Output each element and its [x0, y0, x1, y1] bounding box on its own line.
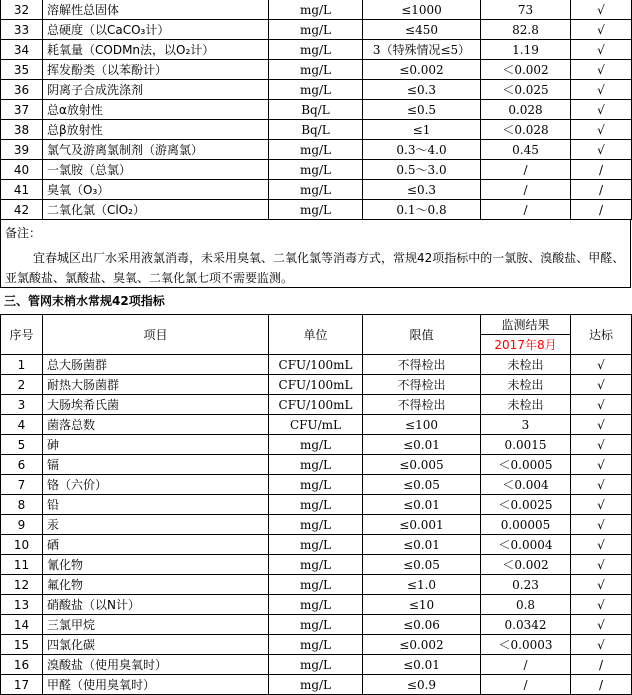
- cell-no: 39: [1, 140, 43, 160]
- cell-result: 82.8: [481, 20, 571, 40]
- table-row: [1, 160, 632, 180]
- header-result: 监测结果: [481, 315, 571, 335]
- cell-limit: ≤0.01: [363, 495, 481, 515]
- cell-no: 3: [1, 395, 43, 415]
- table-row: [1, 395, 632, 415]
- cell-item: 溶解性总固体: [43, 0, 269, 20]
- cell-ok: √: [571, 375, 632, 395]
- table-row: [1, 535, 632, 555]
- cell-result: 未检出: [481, 395, 571, 415]
- cell-no: 12: [1, 575, 43, 595]
- cell-item: 大肠埃希氏菌: [43, 395, 269, 415]
- cell-result: 3: [481, 415, 571, 435]
- cell-result: 未检出: [481, 355, 571, 375]
- table-row: [1, 60, 632, 80]
- cell-unit: CFU/100mL: [269, 395, 363, 415]
- cell-item: 耗氧量（CODMn法，以O₂计）: [43, 40, 269, 60]
- cell-result: ＜0.002: [481, 555, 571, 575]
- cell-limit: ≤0.9: [363, 675, 481, 695]
- cell-item: 二氧化氯（ClO₂）: [43, 200, 269, 220]
- cell-limit: 不得检出: [363, 375, 481, 395]
- cell-item: 总α放射性: [43, 100, 269, 120]
- cell-result: /: [481, 180, 571, 200]
- cell-item: 耐热大肠菌群: [43, 375, 269, 395]
- cell-result: 0.0015: [481, 435, 571, 455]
- cell-no: 41: [1, 180, 43, 200]
- notes-box: [0, 220, 631, 288]
- table-row: [1, 495, 632, 515]
- cell-limit: ≤1000: [363, 0, 481, 20]
- table-row: [1, 655, 632, 675]
- cell-ok: √: [571, 0, 632, 20]
- top-results-table: [0, 0, 632, 220]
- table-row: [1, 180, 632, 200]
- cell-result: /: [481, 655, 571, 675]
- header-item: 项目: [43, 315, 269, 355]
- cell-result: ＜0.002: [481, 60, 571, 80]
- table-row: [1, 20, 632, 40]
- cell-ok: √: [571, 60, 632, 80]
- cell-limit: 不得检出: [363, 395, 481, 415]
- cell-ok: √: [571, 595, 632, 615]
- cell-limit: ≤0.01: [363, 435, 481, 455]
- cell-unit: Bq/L: [269, 100, 363, 120]
- cell-limit: ≤0.5: [363, 100, 481, 120]
- section-title: 三、管网末梢水常规42项指标: [4, 294, 165, 308]
- cell-item: 总大肠菌群: [43, 355, 269, 375]
- cell-limit: ≤100: [363, 415, 481, 435]
- cell-unit: mg/L: [269, 555, 363, 575]
- cell-no: 33: [1, 20, 43, 40]
- notes-text: 宜春城区出厂水采用液氯消毒，未采用臭氧、二氧化氯等消毒方式，常规42项指标中的一氯胺、溴酸盐、甲醛、亚氯酸盐、氯酸盐、臭氧、二氧化氯七项不需要监测。: [5, 251, 625, 285]
- pipe-network-table: [0, 314, 632, 695]
- cell-ok: √: [571, 20, 632, 40]
- cell-result: /: [481, 200, 571, 220]
- cell-ok: √: [571, 120, 632, 140]
- cell-item: 铅: [43, 495, 269, 515]
- cell-ok: √: [571, 535, 632, 555]
- cell-unit: mg/L: [269, 200, 363, 220]
- cell-no: 34: [1, 40, 43, 60]
- notes-label: 备注：: [5, 226, 42, 240]
- cell-item: 三氯甲烷: [43, 615, 269, 635]
- cell-limit: ≤0.3: [363, 180, 481, 200]
- header-period: 2017年8月: [481, 335, 571, 355]
- cell-no: 42: [1, 200, 43, 220]
- cell-item: 甲醛（使用臭氧时）: [43, 675, 269, 695]
- table-row: [1, 575, 632, 595]
- cell-unit: mg/L: [269, 495, 363, 515]
- cell-unit: CFU/mL: [269, 415, 363, 435]
- cell-no: 11: [1, 555, 43, 575]
- cell-ok: √: [571, 575, 632, 595]
- cell-limit: 不得检出: [363, 355, 481, 375]
- cell-unit: mg/L: [269, 20, 363, 40]
- cell-limit: 0.3～4.0: [363, 140, 481, 160]
- cell-no: 40: [1, 160, 43, 180]
- cell-limit: ≤0.002: [363, 60, 481, 80]
- cell-result: ＜0.0005: [481, 455, 571, 475]
- cell-result: /: [481, 675, 571, 695]
- cell-unit: mg/L: [269, 0, 363, 20]
- table-row: [1, 200, 632, 220]
- cell-item: 汞: [43, 515, 269, 535]
- cell-result: ＜0.004: [481, 475, 571, 495]
- cell-no: 6: [1, 455, 43, 475]
- cell-limit: ≤10: [363, 595, 481, 615]
- cell-ok: /: [571, 200, 632, 220]
- cell-unit: mg/L: [269, 615, 363, 635]
- cell-no: 13: [1, 595, 43, 615]
- cell-limit: ≤1: [363, 120, 481, 140]
- table-row: [1, 355, 632, 375]
- cell-ok: √: [571, 100, 632, 120]
- cell-ok: √: [571, 415, 632, 435]
- cell-limit: ≤0.01: [363, 535, 481, 555]
- cell-no: 14: [1, 615, 43, 635]
- cell-no: 36: [1, 80, 43, 100]
- cell-no: 35: [1, 60, 43, 80]
- cell-limit: 0.1～0.8: [363, 200, 481, 220]
- cell-result: 0.0342: [481, 615, 571, 635]
- cell-no: 10: [1, 535, 43, 555]
- cell-unit: mg/L: [269, 435, 363, 455]
- cell-item: 氰化物: [43, 555, 269, 575]
- cell-item: 总硬度（以CaCO₃计）: [43, 20, 269, 40]
- cell-unit: CFU/100mL: [269, 355, 363, 375]
- cell-limit: ≤0.01: [363, 655, 481, 675]
- cell-ok: /: [571, 675, 632, 695]
- cell-no: 5: [1, 435, 43, 455]
- cell-limit: ≤0.002: [363, 635, 481, 655]
- cell-ok: √: [571, 555, 632, 575]
- cell-result: 0.23: [481, 575, 571, 595]
- cell-limit: ≤450: [363, 20, 481, 40]
- cell-limit: ≤0.06: [363, 615, 481, 635]
- cell-unit: mg/L: [269, 535, 363, 555]
- cell-limit: ≤1.0: [363, 575, 481, 595]
- cell-ok: /: [571, 655, 632, 675]
- cell-limit: ≤0.3: [363, 80, 481, 100]
- cell-result: 0.45: [481, 140, 571, 160]
- cell-ok: √: [571, 395, 632, 415]
- cell-ok: √: [571, 615, 632, 635]
- cell-result: 73: [481, 0, 571, 20]
- table-row: [1, 80, 632, 100]
- cell-unit: mg/L: [269, 475, 363, 495]
- cell-result: 未检出: [481, 375, 571, 395]
- cell-result: ＜0.0003: [481, 635, 571, 655]
- cell-item: 硒: [43, 535, 269, 555]
- table-row: [1, 375, 632, 395]
- cell-no: 2: [1, 375, 43, 395]
- cell-unit: Bq/L: [269, 120, 363, 140]
- table-row: [1, 435, 632, 455]
- cell-item: 砷: [43, 435, 269, 455]
- table-row: [1, 555, 632, 575]
- cell-result: ＜0.028: [481, 120, 571, 140]
- cell-item: 镉: [43, 455, 269, 475]
- table-row: [1, 40, 632, 60]
- cell-unit: mg/L: [269, 575, 363, 595]
- cell-ok: /: [571, 180, 632, 200]
- cell-result: ＜0.025: [481, 80, 571, 100]
- cell-ok: /: [571, 160, 632, 180]
- cell-ok: √: [571, 515, 632, 535]
- cell-unit: mg/L: [269, 180, 363, 200]
- table-row: [1, 615, 632, 635]
- cell-limit: 0.5～3.0: [363, 160, 481, 180]
- cell-unit: mg/L: [269, 515, 363, 535]
- table-row: [1, 675, 632, 695]
- cell-no: 1: [1, 355, 43, 375]
- cell-ok: √: [571, 140, 632, 160]
- cell-result: 0.8: [481, 595, 571, 615]
- table-row: [1, 635, 632, 655]
- cell-item: 溴酸盐（使用臭氧时）: [43, 655, 269, 675]
- cell-unit: CFU/100mL: [269, 375, 363, 395]
- cell-unit: mg/L: [269, 635, 363, 655]
- cell-ok: √: [571, 495, 632, 515]
- cell-limit: 3（特殊情况≤5）: [363, 40, 481, 60]
- table-row: [1, 140, 632, 160]
- cell-no: 17: [1, 675, 43, 695]
- cell-limit: ≤0.005: [363, 455, 481, 475]
- cell-item: 一氯胺（总氯）: [43, 160, 269, 180]
- table-row: [1, 120, 632, 140]
- cell-item: 氯气及游离氯制剂（游离氯）: [43, 140, 269, 160]
- cell-no: 32: [1, 0, 43, 20]
- cell-unit: mg/L: [269, 140, 363, 160]
- table-row: [1, 475, 632, 495]
- cell-ok: √: [571, 40, 632, 60]
- cell-result: /: [481, 160, 571, 180]
- cell-no: 15: [1, 635, 43, 655]
- cell-limit: ≤0.05: [363, 555, 481, 575]
- cell-item: 挥发酚类（以苯酚计）: [43, 60, 269, 80]
- cell-limit: ≤0.05: [363, 475, 481, 495]
- cell-ok: √: [571, 475, 632, 495]
- cell-no: 8: [1, 495, 43, 515]
- cell-ok: √: [571, 80, 632, 100]
- cell-ok: √: [571, 455, 632, 475]
- header-unit: 单位: [269, 315, 363, 355]
- table-row: [1, 595, 632, 615]
- cell-ok: √: [571, 355, 632, 375]
- table-row: [1, 100, 632, 120]
- table-row: [1, 0, 632, 20]
- cell-result: 0.028: [481, 100, 571, 120]
- cell-unit: mg/L: [269, 675, 363, 695]
- cell-item: 氟化物: [43, 575, 269, 595]
- cell-no: 9: [1, 515, 43, 535]
- header-ok: 达标: [571, 315, 632, 355]
- cell-ok: √: [571, 635, 632, 655]
- cell-unit: mg/L: [269, 80, 363, 100]
- cell-no: 7: [1, 475, 43, 495]
- cell-item: 四氯化碳: [43, 635, 269, 655]
- cell-result: 0.00005: [481, 515, 571, 535]
- cell-item: 菌落总数: [43, 415, 269, 435]
- cell-item: 阴离子合成洗涤剂: [43, 80, 269, 100]
- cell-unit: mg/L: [269, 60, 363, 80]
- cell-no: 4: [1, 415, 43, 435]
- cell-unit: mg/L: [269, 160, 363, 180]
- cell-item: 臭氧（O₃）: [43, 180, 269, 200]
- header-no: 序号: [1, 315, 43, 355]
- cell-unit: mg/L: [269, 595, 363, 615]
- table-row: [1, 455, 632, 475]
- cell-no: 16: [1, 655, 43, 675]
- cell-item: 总β放射性: [43, 120, 269, 140]
- cell-unit: mg/L: [269, 655, 363, 675]
- cell-limit: ≤0.001: [363, 515, 481, 535]
- header-limit: 限值: [363, 315, 481, 355]
- cell-result: ＜0.0004: [481, 535, 571, 555]
- table-row: [1, 415, 632, 435]
- cell-no: 38: [1, 120, 43, 140]
- table-row: [1, 515, 632, 535]
- cell-item: 硝酸盐（以N计）: [43, 595, 269, 615]
- cell-result: 1.19: [481, 40, 571, 60]
- cell-ok: √: [571, 435, 632, 455]
- cell-result: ＜0.0025: [481, 495, 571, 515]
- cell-no: 37: [1, 100, 43, 120]
- cell-item: 铬（六价）: [43, 475, 269, 495]
- cell-unit: mg/L: [269, 40, 363, 60]
- cell-unit: mg/L: [269, 455, 363, 475]
